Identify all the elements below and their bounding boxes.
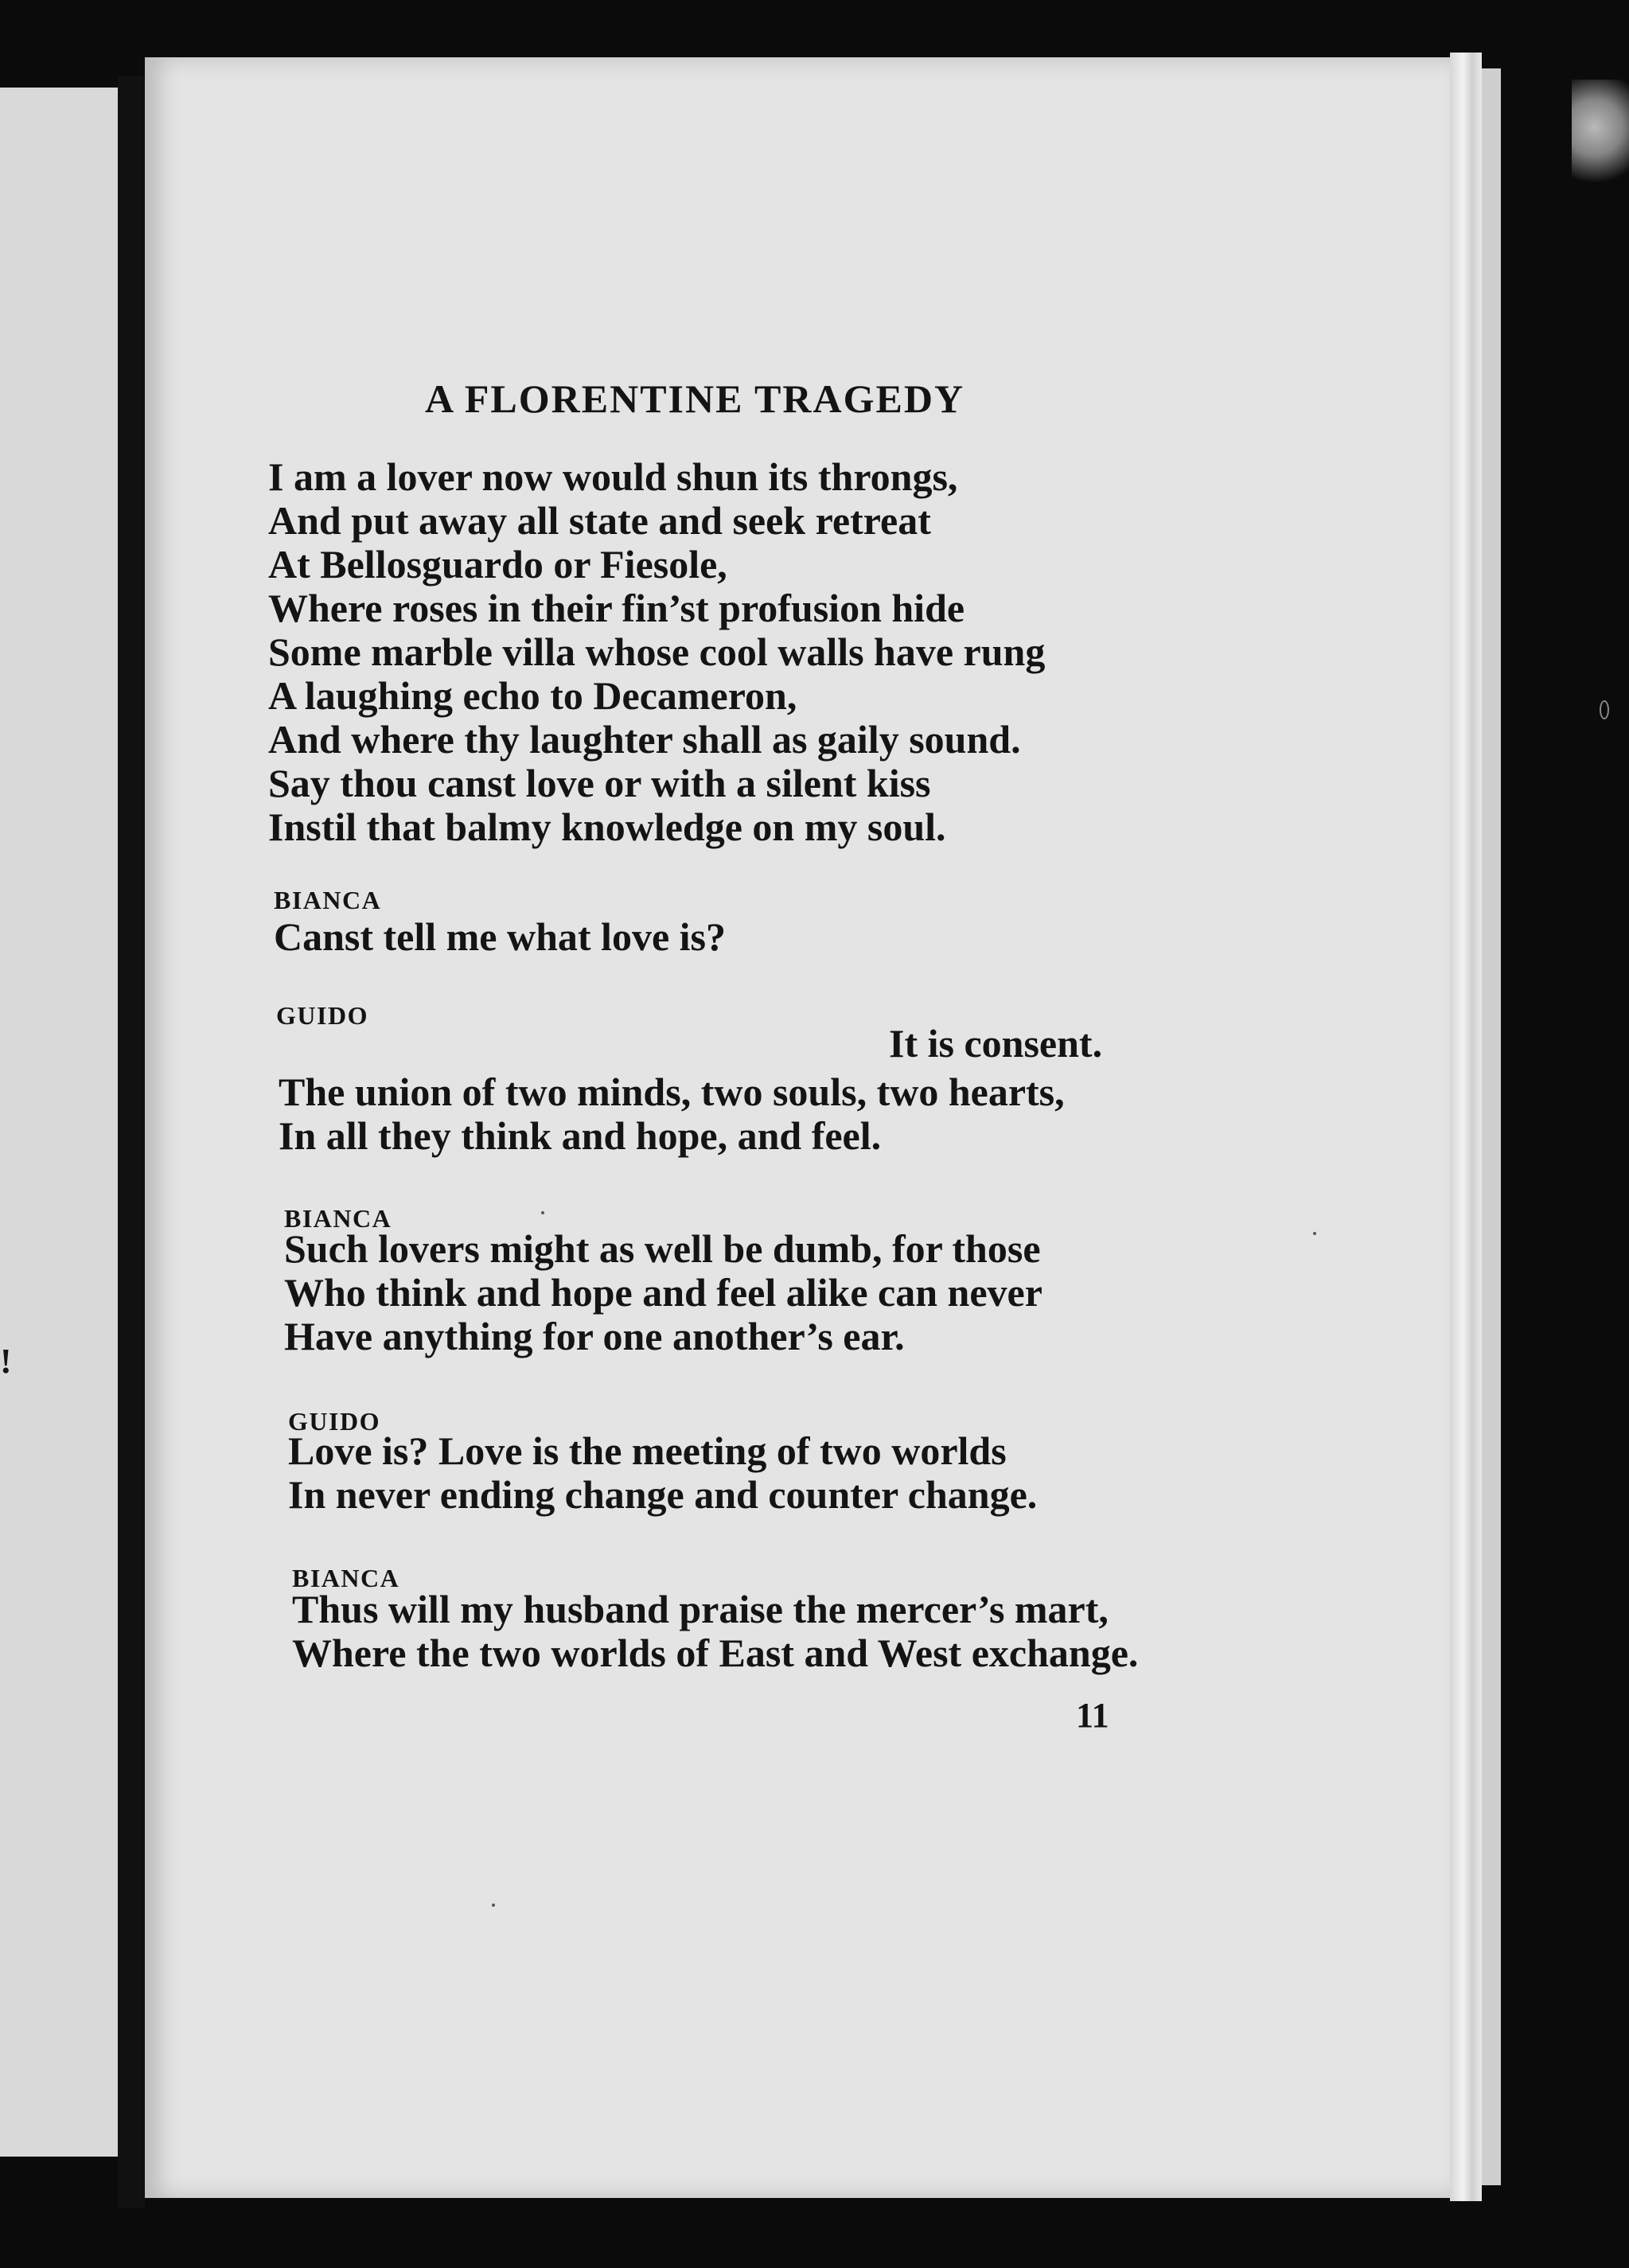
speaker-name: BIANCA xyxy=(284,1204,392,1233)
running-title: A FLORENTINE TRAGEDY xyxy=(425,376,965,421)
verse-line: Where roses in their fin’st profusion hide xyxy=(268,586,965,630)
verse-line: I am a lover now would shun its throngs, xyxy=(268,454,958,499)
verse-line: The union of two minds, two souls, two hearts, xyxy=(279,1070,1065,1114)
verse-line: In all they think and hope, and feel. xyxy=(279,1113,882,1158)
verse-line: Love is? Love is the meeting of two worlds xyxy=(288,1428,1007,1473)
verse-line: Who think and hope and feel alike can never xyxy=(284,1270,1042,1315)
ink-fleck xyxy=(1313,1232,1316,1235)
guido-speech-1 xyxy=(279,1070,1065,1158)
opening-speech xyxy=(268,455,1045,849)
guido-speech-2 xyxy=(288,1429,1037,1517)
scan-debris xyxy=(1572,80,1629,199)
verse-line: Where the two worlds of East and West exchange. xyxy=(292,1631,1139,1675)
book-gutter xyxy=(118,76,145,2208)
speaker-name: BIANCA xyxy=(274,886,382,914)
verse-line: A laughing echo to Decameron, xyxy=(268,673,797,718)
verse-line: At Bellosguardo or Fiesole, xyxy=(268,542,727,586)
verse-line: Have anything for one another’s ear. xyxy=(284,1314,905,1358)
speaker-name: GUIDO xyxy=(276,1001,368,1030)
left-page-margin-mark: ! xyxy=(0,1342,12,1381)
verse-line: Say thou canst love or with a silent kiss xyxy=(268,761,931,805)
verse-line: Thus will my husband praise the mercer’s mart, xyxy=(292,1587,1109,1631)
verse-line: And where thy laughter shall as gaily sound. xyxy=(268,717,1021,762)
verse-line: Canst tell me what love is? xyxy=(274,914,726,959)
verse-line: Instil that balmy knowledge on my soul. xyxy=(268,805,946,849)
bianca-speech-2 xyxy=(284,1227,1042,1358)
ink-fleck xyxy=(541,1211,544,1214)
bianca-speech-3 xyxy=(292,1588,1138,1675)
edge-mark xyxy=(1600,700,1609,719)
indented-verse-line: It is consent. xyxy=(889,1021,1103,1066)
verse-line: And put away all state and seek retreat xyxy=(268,498,931,543)
speaker-name: BIANCA xyxy=(292,1564,400,1592)
page-edges-outer xyxy=(1482,68,1501,2185)
page-edges xyxy=(1450,53,1482,2201)
facing-page-left xyxy=(0,88,118,2157)
speaker-name: GUIDO xyxy=(288,1407,380,1436)
ink-fleck xyxy=(492,1904,495,1907)
verse-line: Such lovers might as well be dumb, for those xyxy=(284,1226,1041,1271)
bianca-speech-1 xyxy=(274,915,726,959)
verse-line: Some marble villa whose cool walls have rung xyxy=(268,629,1046,674)
page-number: 11 xyxy=(1076,1696,1109,1735)
verse-line: In never ending change and counter change. xyxy=(288,1472,1038,1517)
